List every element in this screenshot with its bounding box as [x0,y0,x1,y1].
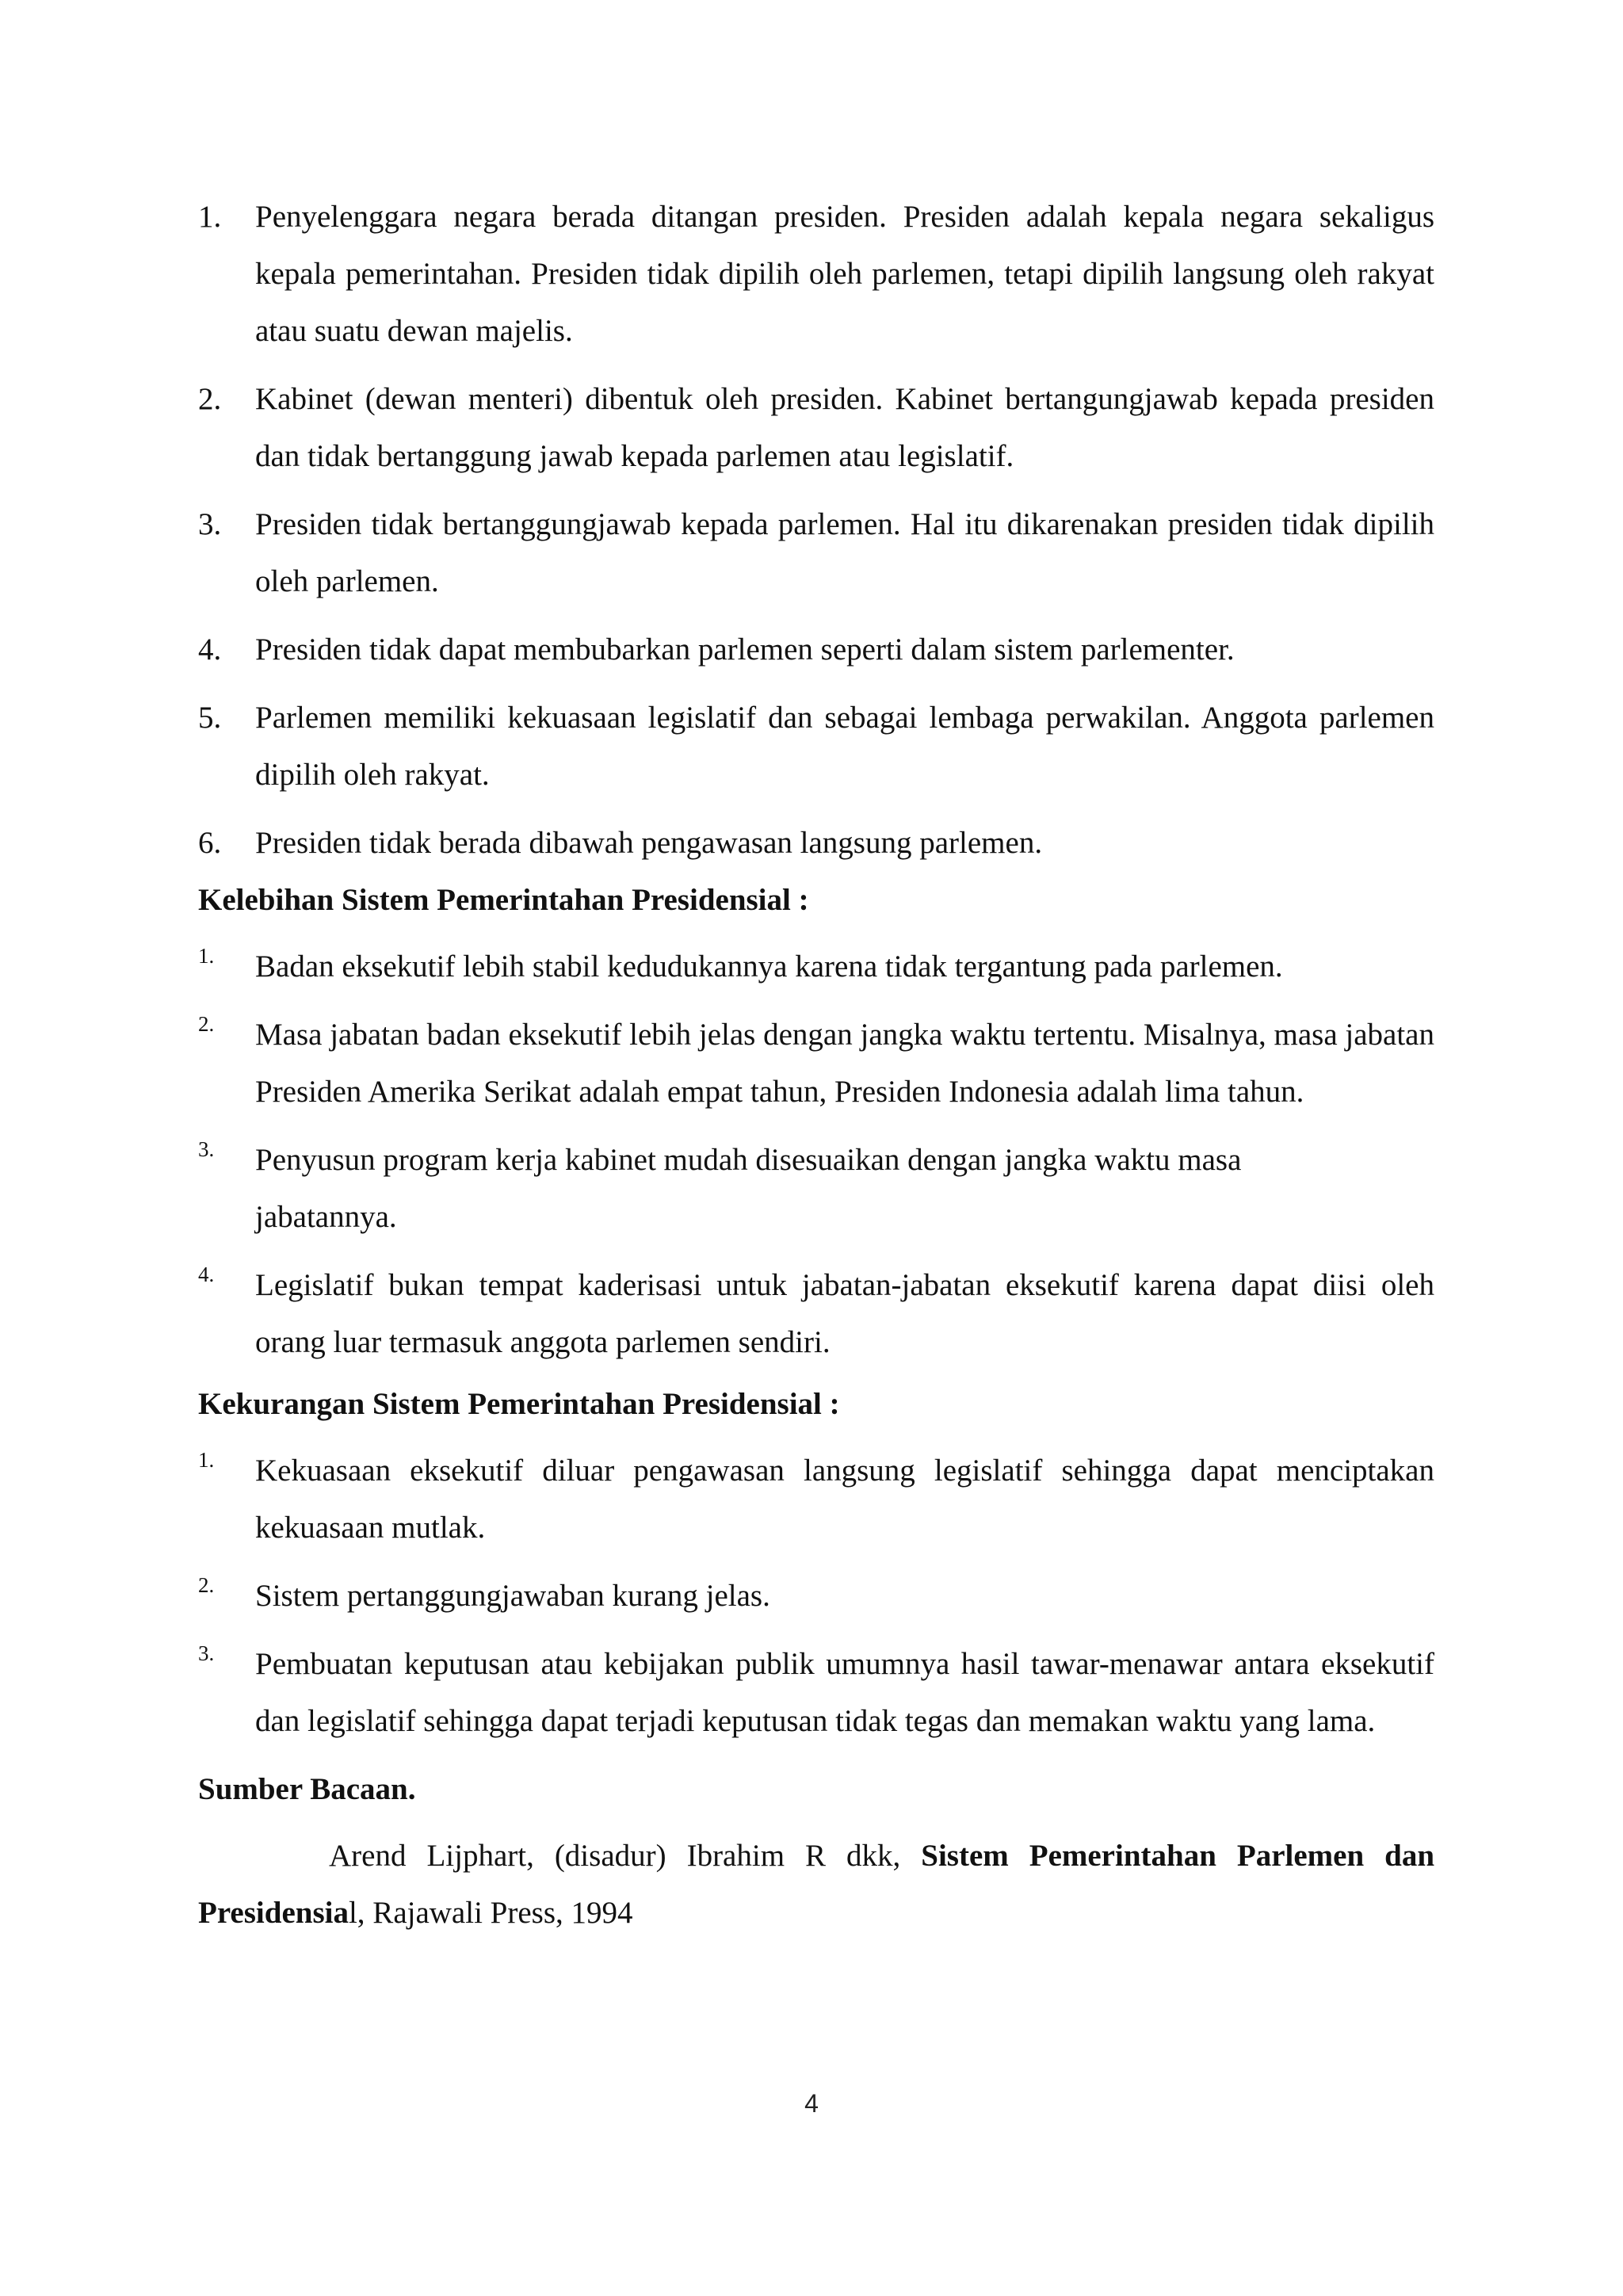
list-text: Sistem pertanggungjawaban kurang jelas. [255,1579,770,1613]
list-item [198,690,1434,804]
list-number: 4. [198,1263,215,1286]
list-item [198,1568,1434,1625]
list-number: 1. [198,200,222,234]
list-number: 3. [198,1137,215,1161]
kekurangan-list [198,1442,1434,1750]
list-item [198,938,1434,995]
list-number: 3. [198,507,222,541]
list-number: 1. [198,1448,215,1472]
list-text: Parlemen memiliki kekuasaan legislatif dan sebagai lembaga perwakilan. Anggota parlemen dipilih oleh rakyat. [255,701,1434,792]
list-number: 5. [198,701,222,735]
list-text: Badan eksekutif lebih stabil kedudukannya karena tidak tergantung pada parlemen. [255,949,1283,984]
sumber-reference [198,1828,1434,1942]
kelebihan-heading: Kelebihan Sistem Pemerintahan Presidensial : [198,883,809,917]
list-text: Presiden tidak berada dibawah pengawasan langsung parlemen. [255,826,1043,860]
list-text: Masa jabatan badan eksekutif lebih jelas dengan jangka waktu tertentu. Misalnya, masa jabatan Presiden Amerika Serikat adalah empat tahun, Presiden Indonesia adalah lima tahun. [255,1018,1434,1109]
list-number: 1. [198,944,215,968]
list-number: 6. [198,826,222,860]
list-number: 2. [198,382,222,416]
reference-title: Sistem Pemerintahan Parlemen dan Presidensia [198,1839,1435,1930]
list-item [198,1132,1434,1246]
list-text: Penyelenggara negara berada ditangan presiden. Presiden adalah kepala negara sekaligus kepala pemerintahan. Presiden tidak dipilih oleh parlemen, tetapi dipilih langsung oleh rakyat atau suatu dewan majelis. [255,200,1434,348]
ciri-list [198,189,1434,872]
list-text: Kabinet (dewan menteri) dibentuk oleh presiden. Kabinet bertangungjawab kepada presiden dan tidak bertanggung jawab kepada parlemen atau legislatif. [255,382,1434,473]
list-text: Pembuatan keputusan atau kebijakan publik umumnya hasil tawar-menawar antara eksekutif dan legislatif sehingga dapat terjadi keputusan tidak tegas dan memakan waktu yang lama. [255,1647,1434,1738]
reference-author: Arend Lijphart, (disadur) Ibrahim R dkk, [329,1839,922,1873]
list-number: 2. [198,1573,215,1597]
list-item [198,621,1434,678]
kekurangan-heading: Kekurangan Sistem Pemerintahan Presidensial : [198,1387,840,1421]
list-number: 2. [198,1012,215,1036]
list-item [198,1007,1434,1121]
list-text: Legislatif bukan tempat kaderisasi untuk jabatan-jabatan eksekutif karena dapat diisi oleh orang luar termasuk anggota parlemen sendiri. [255,1268,1434,1359]
list-number: 4. [198,632,222,667]
list-number: 3. [198,1641,215,1665]
reference-publisher: l, Rajawali Press, 1994 [348,1896,633,1930]
list-item [198,189,1434,360]
list-item [198,1442,1434,1557]
list-item [198,371,1434,485]
list-item [198,1257,1434,1371]
list-text: Penyusun program kerja kabinet mudah disesuaikan dengan jangka waktu masa jabatannya. [255,1143,1242,1234]
list-item [198,496,1434,610]
document-page [198,189,1434,1942]
list-text: Kekuasaan eksekutif diluar pengawasan langsung legislatif sehingga dapat menciptakan kekuasaan mutlak. [255,1454,1434,1545]
sumber-heading: Sumber Bacaan. [198,1772,416,1806]
list-text: Presiden tidak bertanggungjawab kepada parlemen. Hal itu dikarenakan presiden tidak dipilih oleh parlemen. [255,507,1434,598]
list-item [198,1636,1434,1750]
list-text: Presiden tidak dapat membubarkan parlemen seperti dalam sistem parlementer. [255,632,1235,667]
kelebihan-list [198,938,1434,1371]
list-item [198,815,1434,872]
page-number: 4 [804,2089,819,2118]
